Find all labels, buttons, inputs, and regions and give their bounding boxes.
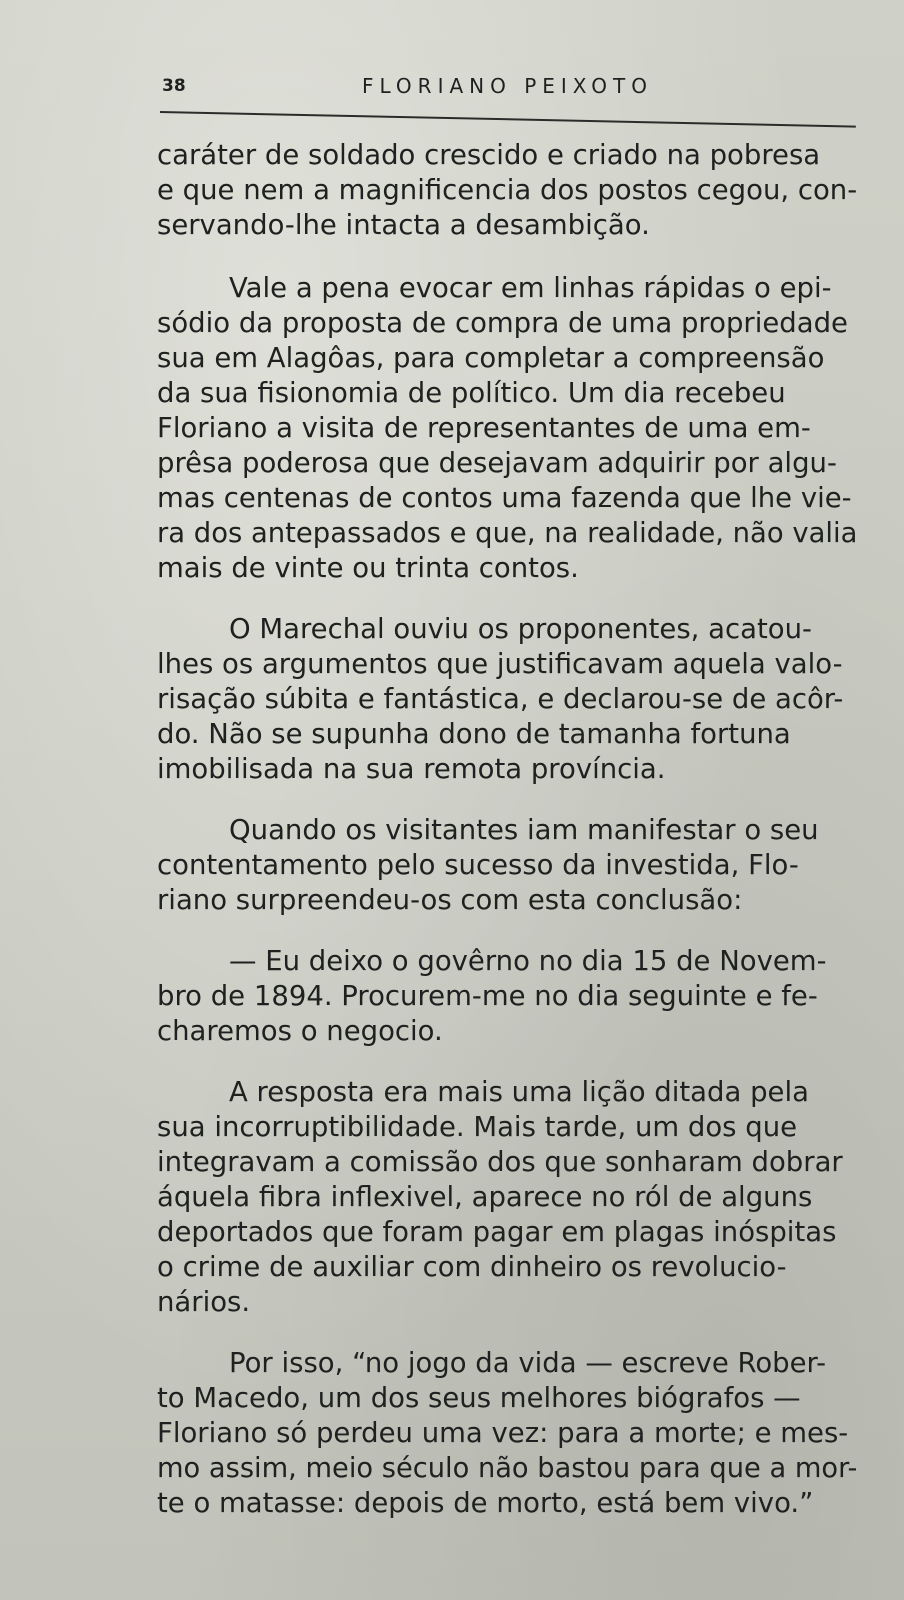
paragraph bbox=[157, 1346, 857, 1521]
text-line: ra dos antepassados e que, na realidade, não valia bbox=[157, 517, 858, 549]
text-line: mais de vinte ou trinta contos. bbox=[157, 552, 579, 584]
text-line: riano surpreendeu-os com esta conclusão: bbox=[157, 884, 743, 916]
text-line: charemos o negocio. bbox=[157, 1015, 443, 1047]
text-line: nários. bbox=[157, 1286, 251, 1318]
text-line: Floriano só perdeu uma vez: para a morte; e mes- bbox=[157, 1417, 849, 1449]
text-line: risação súbita e fantástica, e declarou-se de acôr- bbox=[157, 683, 844, 715]
text-line: — Eu deixo o govêrno no dia 15 de Novem- bbox=[229, 945, 827, 977]
body-text bbox=[157, 138, 857, 1547]
page-number: 38 bbox=[162, 76, 186, 96]
text-line: Floriano a visita de representantes de uma em- bbox=[157, 412, 811, 444]
text-line: bro de 1894. Procurem-me no dia seguinte e fe- bbox=[157, 980, 818, 1012]
text-line: te o matasse: depois de morto, está bem vivo.” bbox=[157, 1487, 814, 1519]
text-line: deportados que foram pagar em plagas inóspitas bbox=[157, 1216, 837, 1248]
paragraph bbox=[157, 1075, 857, 1320]
text-line: mo assim, meio século não bastou para que a mor- bbox=[157, 1452, 858, 1484]
text-line: áquela fibra inflexivel, aparece no ról de alguns bbox=[157, 1181, 813, 1213]
text-line: sua em Alagôas, para completar a compreensão bbox=[157, 342, 825, 374]
text-line: Vale a pena evocar em linhas rápidas o epi- bbox=[229, 272, 832, 304]
text-line: to Macedo, um dos seus melhores biógrafos — bbox=[157, 1382, 801, 1414]
text-line: sua incorruptibilidade. Mais tarde, um dos que bbox=[157, 1111, 798, 1143]
paragraph bbox=[157, 138, 857, 243]
text-line: servando-lhe intacta a desambição. bbox=[157, 209, 650, 241]
text-line: prêsa poderosa que desejavam adquirir por algu- bbox=[157, 447, 837, 479]
text-line: Quando os visitantes iam manifestar o seu bbox=[229, 814, 819, 846]
text-line: A resposta era mais uma lição ditada pela bbox=[229, 1076, 809, 1108]
text-line: lhes os argumentos que justificavam aquela valo- bbox=[157, 648, 843, 680]
paragraph bbox=[157, 612, 857, 787]
text-line: da sua fisionomia de político. Um dia recebeu bbox=[157, 377, 786, 409]
text-line: integravam a comissão dos que sonharam dobrar bbox=[157, 1146, 843, 1178]
text-line: caráter de soldado crescido e criado na pobresa bbox=[157, 139, 821, 171]
header-rule bbox=[160, 111, 856, 128]
running-head bbox=[162, 70, 862, 100]
text-line: o crime de auxiliar com dinheiro os revolucio- bbox=[157, 1251, 787, 1283]
text-line: imobilisada na sua remota província. bbox=[157, 753, 666, 785]
text-line: sódio da proposta de compra de uma propriedade bbox=[157, 307, 848, 339]
text-line: contentamento pelo sucesso da investida, Flo- bbox=[157, 849, 799, 881]
text-line: Por isso, “no jogo da vida — escreve Rober- bbox=[229, 1347, 827, 1379]
text-line: do. Não se supunha dono de tamanha fortuna bbox=[157, 718, 791, 750]
text-line: e que nem a magnificencia dos postos cegou, con- bbox=[157, 174, 858, 206]
text-line: O Marechal ouviu os proponentes, acatou- bbox=[229, 613, 812, 645]
running-title: FLORIANO PEIXOTO bbox=[362, 74, 653, 98]
paragraph bbox=[157, 813, 857, 918]
paragraph bbox=[157, 271, 857, 586]
paragraph bbox=[157, 944, 857, 1049]
text-line: mas centenas de contos uma fazenda que lhe vie- bbox=[157, 482, 852, 514]
